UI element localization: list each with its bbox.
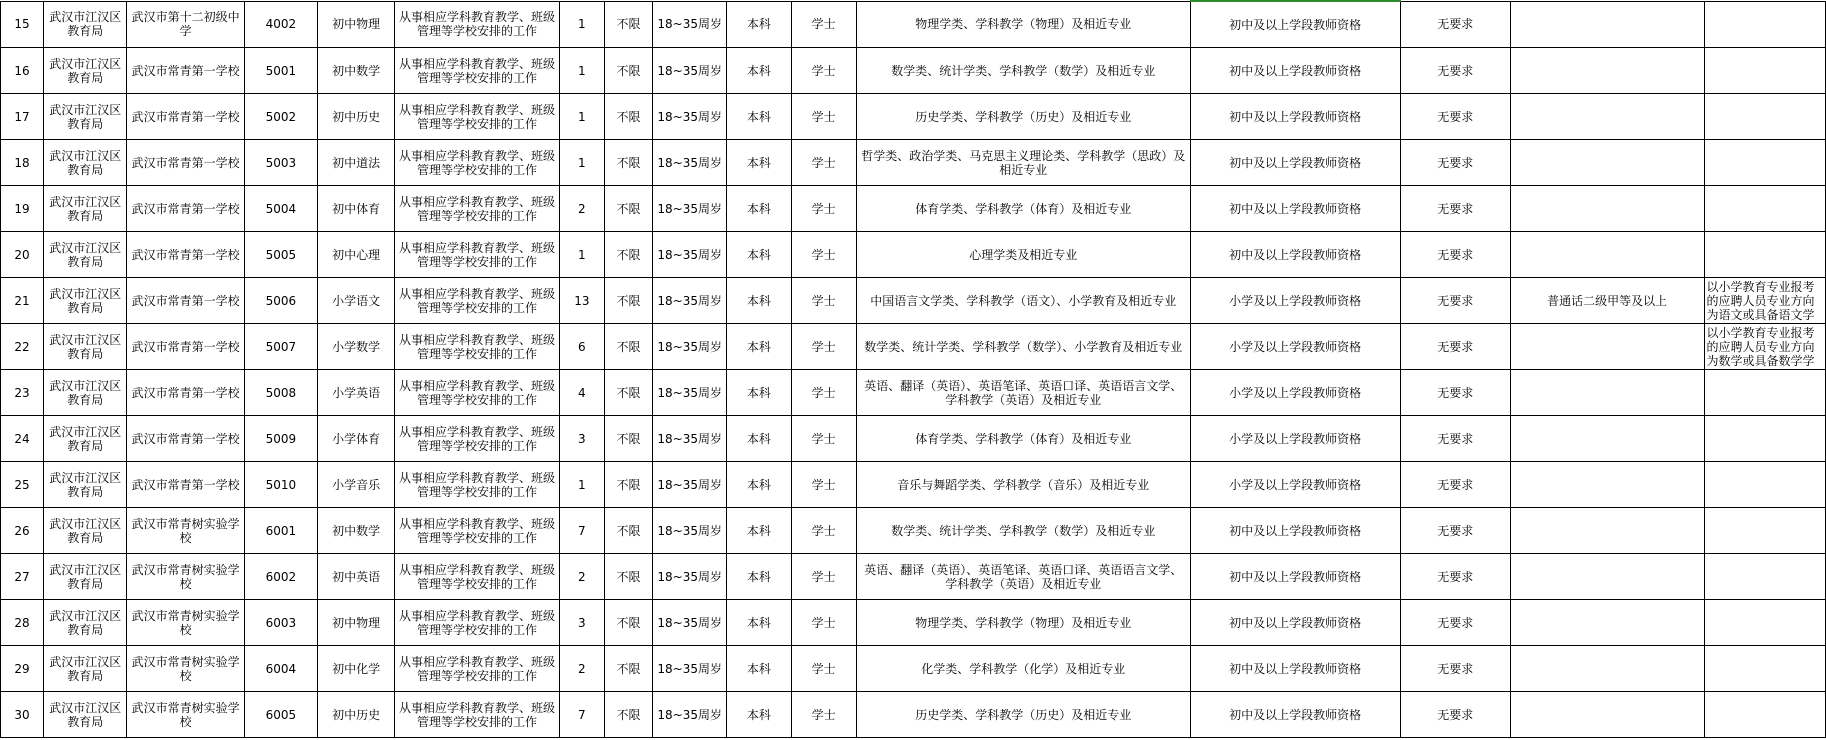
cell-post-name[interactable]: 初中物理 [318, 1, 395, 48]
cell-post-code[interactable]: 6005 [244, 692, 317, 738]
cell-department[interactable]: 武汉市江汉区教育局 [44, 646, 127, 692]
cell-certificate[interactable]: 小学及以上学段教师资格 [1190, 278, 1400, 324]
cell-department[interactable]: 武汉市江汉区教育局 [44, 462, 127, 508]
cell-headcount[interactable]: 2 [559, 646, 604, 692]
cell-headcount[interactable]: 7 [559, 508, 604, 554]
cell-post-code[interactable]: 5003 [244, 140, 317, 186]
cell-department[interactable]: 武汉市江汉区教育局 [44, 140, 127, 186]
cell-education[interactable]: 本科 [727, 1, 791, 48]
cell-gender[interactable]: 不限 [604, 232, 652, 278]
cell-row-number[interactable]: 17 [1, 94, 44, 140]
table-row[interactable] [1, 232, 1826, 278]
cell-post-name[interactable]: 初中历史 [318, 692, 395, 738]
cell-department[interactable]: 武汉市江汉区教育局 [44, 692, 127, 738]
cell-post-code[interactable]: 4002 [244, 1, 317, 48]
cell-experience[interactable]: 无要求 [1400, 232, 1510, 278]
cell-age[interactable]: 18~35周岁 [653, 462, 727, 508]
cell-note[interactable] [1704, 600, 1826, 646]
cell-education[interactable]: 本科 [727, 416, 791, 462]
cell-certificate[interactable]: 初中及以上学段教师资格 [1190, 646, 1400, 692]
cell-department[interactable]: 武汉市江汉区教育局 [44, 416, 127, 462]
cell-post-code[interactable]: 5007 [244, 324, 317, 370]
cell-age[interactable]: 18~35周岁 [653, 370, 727, 416]
cell-major[interactable]: 物理学类、学科教学（物理）及相近专业 [856, 600, 1190, 646]
cell-major[interactable]: 历史学类、学科教学（历史）及相近专业 [856, 94, 1190, 140]
cell-school[interactable]: 武汉市常青第一学校 [127, 278, 244, 324]
cell-row-number[interactable]: 26 [1, 508, 44, 554]
cell-row-number[interactable]: 24 [1, 416, 44, 462]
cell-post-code[interactable]: 5004 [244, 186, 317, 232]
cell-headcount[interactable]: 1 [559, 140, 604, 186]
cell-school[interactable]: 武汉市第十二初级中学 [127, 1, 244, 48]
cell-experience[interactable]: 无要求 [1400, 140, 1510, 186]
cell-gender[interactable]: 不限 [604, 600, 652, 646]
cell-duty[interactable]: 从事相应学科教育教学、班级管理等学校安排的工作 [395, 1, 560, 48]
cell-other-requirement[interactable] [1510, 232, 1704, 278]
cell-headcount[interactable]: 1 [559, 94, 604, 140]
cell-gender[interactable]: 不限 [604, 94, 652, 140]
cell-school[interactable]: 武汉市常青第一学校 [127, 186, 244, 232]
cell-experience[interactable]: 无要求 [1400, 1, 1510, 48]
cell-post-name[interactable]: 初中物理 [318, 600, 395, 646]
cell-certificate[interactable]: 初中及以上学段教师资格 [1190, 48, 1400, 94]
cell-note[interactable] [1704, 462, 1826, 508]
cell-post-code[interactable]: 6004 [244, 646, 317, 692]
cell-row-number[interactable]: 16 [1, 48, 44, 94]
cell-headcount[interactable]: 1 [559, 462, 604, 508]
cell-gender[interactable]: 不限 [604, 646, 652, 692]
cell-education[interactable]: 本科 [727, 232, 791, 278]
cell-education[interactable]: 本科 [727, 94, 791, 140]
cell-duty[interactable]: 从事相应学科教育教学、班级管理等学校安排的工作 [395, 324, 560, 370]
cell-experience[interactable]: 无要求 [1400, 462, 1510, 508]
cell-row-number[interactable]: 23 [1, 370, 44, 416]
table-row[interactable] [1, 370, 1826, 416]
cell-duty[interactable]: 从事相应学科教育教学、班级管理等学校安排的工作 [395, 462, 560, 508]
cell-gender[interactable]: 不限 [604, 554, 652, 600]
cell-major[interactable]: 音乐与舞蹈学类、学科教学（音乐）及相近专业 [856, 462, 1190, 508]
cell-age[interactable]: 18~35周岁 [653, 140, 727, 186]
cell-headcount[interactable]: 13 [559, 278, 604, 324]
cell-other-requirement[interactable] [1510, 600, 1704, 646]
cell-duty[interactable]: 从事相应学科教育教学、班级管理等学校安排的工作 [395, 370, 560, 416]
cell-school[interactable]: 武汉市常青树实验学校 [127, 554, 244, 600]
cell-degree[interactable]: 学士 [791, 324, 856, 370]
cell-duty[interactable]: 从事相应学科教育教学、班级管理等学校安排的工作 [395, 554, 560, 600]
cell-duty[interactable]: 从事相应学科教育教学、班级管理等学校安排的工作 [395, 508, 560, 554]
cell-education[interactable]: 本科 [727, 48, 791, 94]
cell-department[interactable]: 武汉市江汉区教育局 [44, 232, 127, 278]
table-row[interactable] [1, 94, 1826, 140]
cell-school[interactable]: 武汉市常青树实验学校 [127, 600, 244, 646]
cell-department[interactable]: 武汉市江汉区教育局 [44, 186, 127, 232]
cell-major[interactable]: 英语、翻译（英语）、英语笔译、英语口译、英语语言文学、学科教学（英语）及相近专业 [856, 370, 1190, 416]
cell-degree[interactable]: 学士 [791, 370, 856, 416]
cell-duty[interactable]: 从事相应学科教育教学、班级管理等学校安排的工作 [395, 94, 560, 140]
cell-note[interactable] [1704, 554, 1826, 600]
cell-duty[interactable]: 从事相应学科教育教学、班级管理等学校安排的工作 [395, 48, 560, 94]
cell-post-name[interactable]: 初中心理 [318, 232, 395, 278]
cell-other-requirement[interactable] [1510, 94, 1704, 140]
cell-school[interactable]: 武汉市常青第一学校 [127, 140, 244, 186]
cell-other-requirement[interactable]: 普通话二级甲等及以上 [1510, 278, 1704, 324]
cell-degree[interactable]: 学士 [791, 508, 856, 554]
cell-post-code[interactable]: 5006 [244, 278, 317, 324]
table-row[interactable] [1, 600, 1826, 646]
cell-experience[interactable]: 无要求 [1400, 508, 1510, 554]
cell-department[interactable]: 武汉市江汉区教育局 [44, 48, 127, 94]
cell-post-code[interactable]: 6001 [244, 508, 317, 554]
cell-degree[interactable]: 学士 [791, 140, 856, 186]
cell-duty[interactable]: 从事相应学科教育教学、班级管理等学校安排的工作 [395, 278, 560, 324]
cell-education[interactable]: 本科 [727, 508, 791, 554]
cell-department[interactable]: 武汉市江汉区教育局 [44, 324, 127, 370]
cell-major[interactable]: 心理学类及相近专业 [856, 232, 1190, 278]
cell-other-requirement[interactable] [1510, 416, 1704, 462]
table-row[interactable] [1, 324, 1826, 370]
cell-post-name[interactable]: 初中英语 [318, 554, 395, 600]
cell-other-requirement[interactable] [1510, 1, 1704, 48]
cell-post-code[interactable]: 5010 [244, 462, 317, 508]
cell-duty[interactable]: 从事相应学科教育教学、班级管理等学校安排的工作 [395, 692, 560, 738]
cell-post-code[interactable]: 5008 [244, 370, 317, 416]
cell-age[interactable]: 18~35周岁 [653, 646, 727, 692]
cell-experience[interactable]: 无要求 [1400, 186, 1510, 232]
cell-gender[interactable]: 不限 [604, 462, 652, 508]
cell-education[interactable]: 本科 [727, 600, 791, 646]
cell-headcount[interactable]: 7 [559, 692, 604, 738]
cell-major[interactable]: 物理学类、学科教学（物理）及相近专业 [856, 1, 1190, 48]
cell-post-code[interactable]: 5009 [244, 416, 317, 462]
cell-post-name[interactable]: 初中道法 [318, 140, 395, 186]
cell-headcount[interactable]: 1 [559, 1, 604, 48]
cell-certificate[interactable]: 初中及以上学段教师资格 [1190, 692, 1400, 738]
cell-degree[interactable]: 学士 [791, 416, 856, 462]
cell-age[interactable]: 18~35周岁 [653, 692, 727, 738]
cell-post-name[interactable]: 初中数学 [318, 48, 395, 94]
cell-row-number[interactable]: 15 [1, 1, 44, 48]
cell-major[interactable]: 数学类、统计学类、学科教学（数学）、小学教育及相近专业 [856, 324, 1190, 370]
cell-experience[interactable]: 无要求 [1400, 48, 1510, 94]
cell-gender[interactable]: 不限 [604, 278, 652, 324]
cell-post-name[interactable]: 初中历史 [318, 94, 395, 140]
cell-age[interactable]: 18~35周岁 [653, 416, 727, 462]
cell-department[interactable]: 武汉市江汉区教育局 [44, 370, 127, 416]
cell-headcount[interactable]: 6 [559, 324, 604, 370]
cell-headcount[interactable]: 2 [559, 554, 604, 600]
cell-gender[interactable]: 不限 [604, 1, 652, 48]
table-row[interactable] [1, 278, 1826, 324]
cell-note[interactable] [1704, 94, 1826, 140]
cell-school[interactable]: 武汉市常青第一学校 [127, 48, 244, 94]
table-row[interactable] [1, 48, 1826, 94]
cell-experience[interactable]: 无要求 [1400, 554, 1510, 600]
table-row[interactable] [1, 462, 1826, 508]
table-row[interactable] [1, 186, 1826, 232]
cell-post-name[interactable]: 小学体育 [318, 416, 395, 462]
cell-certificate[interactable]: 小学及以上学段教师资格 [1190, 370, 1400, 416]
cell-row-number[interactable]: 20 [1, 232, 44, 278]
cell-major[interactable]: 哲学类、政治学类、马克思主义理论类、学科教学（思政）及相近专业 [856, 140, 1190, 186]
table-row[interactable] [1, 554, 1826, 600]
cell-school[interactable]: 武汉市常青树实验学校 [127, 508, 244, 554]
cell-age[interactable]: 18~35周岁 [653, 554, 727, 600]
cell-headcount[interactable]: 2 [559, 186, 604, 232]
cell-duty[interactable]: 从事相应学科教育教学、班级管理等学校安排的工作 [395, 140, 560, 186]
cell-certificate[interactable]: 初中及以上学段教师资格 [1190, 94, 1400, 140]
cell-age[interactable]: 18~35周岁 [653, 324, 727, 370]
table-row[interactable] [1, 1, 1826, 48]
cell-gender[interactable]: 不限 [604, 140, 652, 186]
cell-post-name[interactable]: 小学英语 [318, 370, 395, 416]
cell-age[interactable]: 18~35周岁 [653, 48, 727, 94]
cell-duty[interactable]: 从事相应学科教育教学、班级管理等学校安排的工作 [395, 232, 560, 278]
cell-row-number[interactable]: 18 [1, 140, 44, 186]
cell-age[interactable]: 18~35周岁 [653, 186, 727, 232]
cell-other-requirement[interactable] [1510, 462, 1704, 508]
cell-experience[interactable]: 无要求 [1400, 416, 1510, 462]
cell-education[interactable]: 本科 [727, 370, 791, 416]
cell-note[interactable]: 以小学教育专业报考的应聘人员专业方向为数学或具备数学学 [1704, 324, 1826, 370]
cell-gender[interactable]: 不限 [604, 186, 652, 232]
cell-degree[interactable]: 学士 [791, 554, 856, 600]
cell-certificate[interactable]: 初中及以上学段教师资格 [1190, 140, 1400, 186]
cell-post-code[interactable]: 5002 [244, 94, 317, 140]
cell-school[interactable]: 武汉市常青树实验学校 [127, 646, 244, 692]
cell-note[interactable] [1704, 508, 1826, 554]
cell-row-number[interactable]: 21 [1, 278, 44, 324]
cell-age[interactable]: 18~35周岁 [653, 600, 727, 646]
cell-school[interactable]: 武汉市常青树实验学校 [127, 692, 244, 738]
cell-school[interactable]: 武汉市常青第一学校 [127, 94, 244, 140]
cell-age[interactable]: 18~35周岁 [653, 278, 727, 324]
cell-department[interactable]: 武汉市江汉区教育局 [44, 508, 127, 554]
cell-gender[interactable]: 不限 [604, 508, 652, 554]
cell-other-requirement[interactable] [1510, 554, 1704, 600]
cell-certificate[interactable]: 小学及以上学段教师资格 [1190, 416, 1400, 462]
cell-post-name[interactable]: 初中数学 [318, 508, 395, 554]
cell-other-requirement[interactable] [1510, 692, 1704, 738]
cell-degree[interactable]: 学士 [791, 186, 856, 232]
cell-note[interactable] [1704, 232, 1826, 278]
table-row[interactable] [1, 646, 1826, 692]
cell-major[interactable]: 中国语言文学类、学科教学（语文）、小学教育及相近专业 [856, 278, 1190, 324]
cell-gender[interactable]: 不限 [604, 324, 652, 370]
cell-major[interactable]: 历史学类、学科教学（历史）及相近专业 [856, 692, 1190, 738]
cell-note[interactable]: 以小学教育专业报考的应聘人员专业方向为语文或具备语文学 [1704, 278, 1826, 324]
cell-education[interactable]: 本科 [727, 646, 791, 692]
cell-school[interactable]: 武汉市常青第一学校 [127, 232, 244, 278]
cell-post-name[interactable]: 初中体育 [318, 186, 395, 232]
cell-row-number[interactable]: 30 [1, 692, 44, 738]
cell-note[interactable] [1704, 48, 1826, 94]
cell-school[interactable]: 武汉市常青第一学校 [127, 462, 244, 508]
cell-age[interactable]: 18~35周岁 [653, 508, 727, 554]
cell-experience[interactable]: 无要求 [1400, 600, 1510, 646]
cell-degree[interactable]: 学士 [791, 48, 856, 94]
cell-duty[interactable]: 从事相应学科教育教学、班级管理等学校安排的工作 [395, 600, 560, 646]
cell-headcount[interactable]: 3 [559, 600, 604, 646]
cell-school[interactable]: 武汉市常青第一学校 [127, 416, 244, 462]
cell-certificate[interactable]: 初中及以上学段教师资格 [1190, 186, 1400, 232]
cell-other-requirement[interactable] [1510, 186, 1704, 232]
cell-school[interactable]: 武汉市常青第一学校 [127, 324, 244, 370]
cell-gender[interactable]: 不限 [604, 370, 652, 416]
cell-degree[interactable]: 学士 [791, 278, 856, 324]
cell-headcount[interactable]: 3 [559, 416, 604, 462]
cell-note[interactable] [1704, 1, 1826, 48]
cell-post-code[interactable]: 6003 [244, 600, 317, 646]
cell-other-requirement[interactable] [1510, 324, 1704, 370]
cell-other-requirement[interactable] [1510, 140, 1704, 186]
cell-headcount[interactable]: 4 [559, 370, 604, 416]
cell-note[interactable] [1704, 186, 1826, 232]
cell-degree[interactable]: 学士 [791, 462, 856, 508]
cell-education[interactable]: 本科 [727, 186, 791, 232]
cell-degree[interactable]: 学士 [791, 1, 856, 48]
cell-degree[interactable]: 学士 [791, 646, 856, 692]
cell-major[interactable]: 英语、翻译（英语）、英语笔译、英语口译、英语语言文学、学科教学（英语）及相近专业 [856, 554, 1190, 600]
cell-department[interactable]: 武汉市江汉区教育局 [44, 600, 127, 646]
cell-department[interactable]: 武汉市江汉区教育局 [44, 1, 127, 48]
cell-note[interactable] [1704, 416, 1826, 462]
cell-other-requirement[interactable] [1510, 370, 1704, 416]
cell-post-code[interactable]: 5005 [244, 232, 317, 278]
cell-row-number[interactable]: 28 [1, 600, 44, 646]
cell-major[interactable]: 数学类、统计学类、学科教学（数学）及相近专业 [856, 48, 1190, 94]
cell-gender[interactable]: 不限 [604, 692, 652, 738]
cell-experience[interactable]: 无要求 [1400, 324, 1510, 370]
cell-certificate[interactable]: 小学及以上学段教师资格 [1190, 324, 1400, 370]
table-row[interactable] [1, 508, 1826, 554]
cell-row-number[interactable]: 27 [1, 554, 44, 600]
cell-duty[interactable]: 从事相应学科教育教学、班级管理等学校安排的工作 [395, 186, 560, 232]
cell-certificate[interactable]: 初中及以上学段教师资格 [1190, 1, 1400, 48]
cell-age[interactable]: 18~35周岁 [653, 94, 727, 140]
cell-duty[interactable]: 从事相应学科教育教学、班级管理等学校安排的工作 [395, 646, 560, 692]
cell-post-name[interactable]: 小学音乐 [318, 462, 395, 508]
cell-degree[interactable]: 学士 [791, 692, 856, 738]
cell-headcount[interactable]: 1 [559, 232, 604, 278]
cell-row-number[interactable]: 29 [1, 646, 44, 692]
table-row[interactable] [1, 692, 1826, 738]
cell-certificate[interactable]: 初中及以上学段教师资格 [1190, 508, 1400, 554]
table-row[interactable] [1, 140, 1826, 186]
cell-experience[interactable]: 无要求 [1400, 370, 1510, 416]
cell-education[interactable]: 本科 [727, 140, 791, 186]
cell-post-name[interactable]: 初中化学 [318, 646, 395, 692]
cell-note[interactable] [1704, 370, 1826, 416]
cell-major[interactable]: 化学类、学科教学（化学）及相近专业 [856, 646, 1190, 692]
cell-degree[interactable]: 学士 [791, 600, 856, 646]
table-row[interactable] [1, 416, 1826, 462]
cell-experience[interactable]: 无要求 [1400, 646, 1510, 692]
cell-post-code[interactable]: 6002 [244, 554, 317, 600]
cell-major[interactable]: 体育学类、学科教学（体育）及相近专业 [856, 416, 1190, 462]
cell-post-name[interactable]: 小学语文 [318, 278, 395, 324]
cell-duty[interactable]: 从事相应学科教育教学、班级管理等学校安排的工作 [395, 416, 560, 462]
cell-headcount[interactable]: 1 [559, 48, 604, 94]
cell-age[interactable]: 18~35周岁 [653, 1, 727, 48]
cell-row-number[interactable]: 19 [1, 186, 44, 232]
cell-gender[interactable]: 不限 [604, 48, 652, 94]
cell-post-code[interactable]: 5001 [244, 48, 317, 94]
cell-degree[interactable]: 学士 [791, 232, 856, 278]
cell-department[interactable]: 武汉市江汉区教育局 [44, 278, 127, 324]
cell-post-name[interactable]: 小学数学 [318, 324, 395, 370]
cell-row-number[interactable]: 22 [1, 324, 44, 370]
cell-note[interactable] [1704, 646, 1826, 692]
cell-education[interactable]: 本科 [727, 462, 791, 508]
cell-education[interactable]: 本科 [727, 692, 791, 738]
cell-note[interactable] [1704, 692, 1826, 738]
cell-education[interactable]: 本科 [727, 554, 791, 600]
table-body [1, 1, 1826, 738]
cell-education[interactable]: 本科 [727, 278, 791, 324]
cell-experience[interactable]: 无要求 [1400, 278, 1510, 324]
cell-school[interactable]: 武汉市常青第一学校 [127, 370, 244, 416]
cell-department[interactable]: 武汉市江汉区教育局 [44, 554, 127, 600]
cell-degree[interactable]: 学士 [791, 94, 856, 140]
cell-experience[interactable]: 无要求 [1400, 94, 1510, 140]
cell-certificate[interactable]: 初中及以上学段教师资格 [1190, 232, 1400, 278]
cell-age[interactable]: 18~35周岁 [653, 232, 727, 278]
cell-row-number[interactable]: 25 [1, 462, 44, 508]
cell-other-requirement[interactable] [1510, 508, 1704, 554]
cell-certificate[interactable]: 初中及以上学段教师资格 [1190, 554, 1400, 600]
cell-note[interactable] [1704, 140, 1826, 186]
cell-experience[interactable]: 无要求 [1400, 692, 1510, 738]
cell-gender[interactable]: 不限 [604, 416, 652, 462]
cell-department[interactable]: 武汉市江汉区教育局 [44, 94, 127, 140]
cell-education[interactable]: 本科 [727, 324, 791, 370]
cell-major[interactable]: 体育学类、学科教学（体育）及相近专业 [856, 186, 1190, 232]
cell-certificate[interactable]: 初中及以上学段教师资格 [1190, 600, 1400, 646]
cell-other-requirement[interactable] [1510, 646, 1704, 692]
cell-other-requirement[interactable] [1510, 48, 1704, 94]
cell-certificate[interactable]: 小学及以上学段教师资格 [1190, 462, 1400, 508]
cell-major[interactable]: 数学类、统计学类、学科教学（数学）及相近专业 [856, 508, 1190, 554]
